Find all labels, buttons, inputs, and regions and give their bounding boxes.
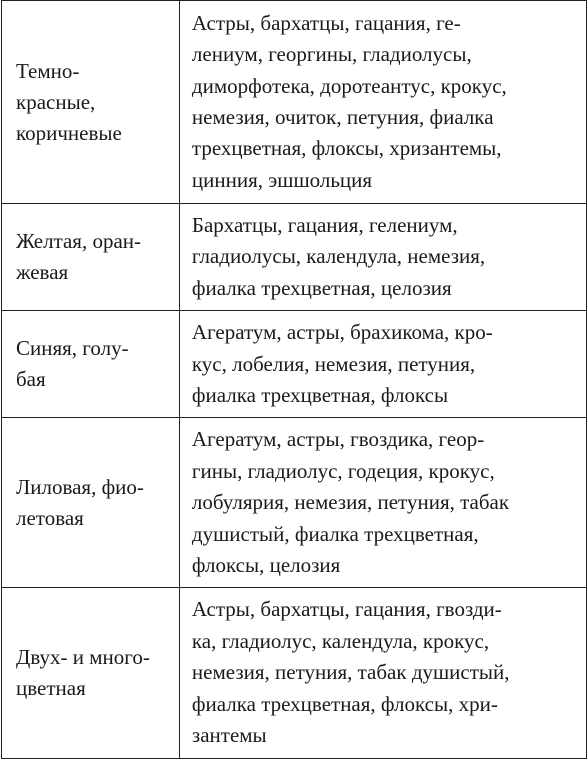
flower-line: Агератум, астры, брахикома, кро- <box>191 320 493 345</box>
color-line: Лиловая, фио- <box>16 474 144 499</box>
table-row <box>2 418 587 588</box>
table-row <box>2 311 587 418</box>
flower-line: кус, лобелия, немезия, петуния, <box>191 351 476 376</box>
color-line: Желтая, оран- <box>16 229 142 254</box>
flower-line: Бархатцы, гацания, гелениум, <box>191 213 458 237</box>
table-row <box>2 204 587 311</box>
flower-line: зантемы <box>191 723 267 748</box>
flower-line: душистый, фиалка трехцветная, <box>191 521 479 546</box>
color-line: летовая <box>16 505 84 530</box>
flower-line: трехцветная, флоксы, хризантемы, <box>191 136 502 161</box>
color-line: Двух- и много- <box>16 644 150 669</box>
color-line: коричневые <box>16 120 122 145</box>
table-row <box>2 588 587 758</box>
color-line: бая <box>16 367 46 392</box>
flower-line: ка, гладиолус, календула, крокус, <box>191 628 490 653</box>
color-cell <box>2 1 180 204</box>
flower-line: Агератум, астры, гвоздика, геор- <box>191 427 485 452</box>
flower-line: лениум, георгины, гладиолусы, <box>191 42 472 67</box>
flower-line: фиалка трехцветная, флоксы <box>191 383 449 408</box>
flowers-cell <box>179 588 586 758</box>
flower-line: фиалка трехцветная, целозия <box>191 275 452 300</box>
flowers-cell <box>179 1 586 204</box>
color-cell <box>2 418 180 588</box>
flower-color-table <box>1 0 587 759</box>
flower-line: немезия, очиток, петуния, фиалка <box>191 105 494 129</box>
color-line: Темно- <box>16 58 80 83</box>
flower-line: немезия, петуния, табак душистый, <box>191 660 510 685</box>
flower-line: флоксы, целозия <box>191 553 341 578</box>
flower-line: гладиолусы, календула, немезия, <box>191 244 486 269</box>
color-cell <box>2 204 180 311</box>
flower-line: диморфотека, доротеантус, крокус, <box>191 73 507 98</box>
flower-line: лобулярия, немезия, петуния, табак <box>191 490 510 515</box>
flower-line: цинния, эшшольция <box>191 167 373 192</box>
flower-line: Астры, бархатцы, гацания, гвозди- <box>191 597 502 622</box>
flowers-cell <box>179 311 586 418</box>
flower-line: Астры, бархатцы, гацания, ге- <box>191 10 461 35</box>
color-cell <box>2 588 180 758</box>
color-cell <box>2 311 180 418</box>
color-line: Синяя, голу- <box>16 336 129 361</box>
color-line: цветная <box>16 675 86 700</box>
flower-line: фиалка трехцветная, флоксы, хри- <box>191 691 498 716</box>
color-line: жевая <box>16 260 69 285</box>
color-line: красные, <box>16 89 96 114</box>
table-row <box>2 1 587 204</box>
flowers-cell <box>179 204 586 311</box>
flowers-cell <box>179 418 586 588</box>
flower-line: гины, гладиолус, годеция, крокус, <box>191 458 495 483</box>
